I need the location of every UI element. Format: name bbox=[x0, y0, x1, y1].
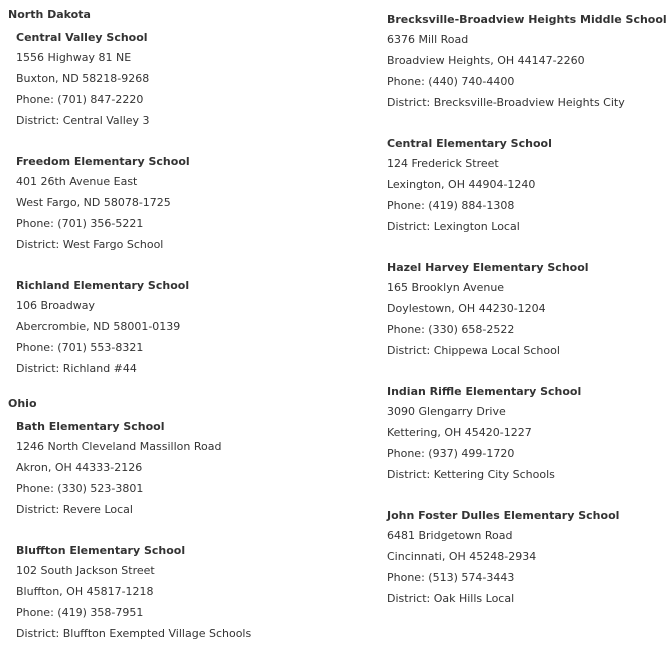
school-phone: Phone: (701) 356-5221 bbox=[16, 217, 144, 230]
school-district: District: Richland #44 bbox=[16, 362, 137, 375]
right-column bbox=[387, 0, 667, 606]
school-phone: Phone: (419) 358-7951 bbox=[16, 606, 144, 619]
school-entry-freedom bbox=[16, 154, 308, 252]
school-entry-central-valley bbox=[16, 30, 308, 128]
school-phone: Phone: (440) 740-4400 bbox=[387, 75, 515, 88]
school-district: District: Brecksville-Broadview Heights City bbox=[387, 96, 625, 109]
state-heading-north-dakota: North Dakota bbox=[8, 8, 91, 21]
school-name: Bluffton Elementary School bbox=[16, 544, 186, 557]
school-city: Cincinnati, OH 45248-2934 bbox=[387, 550, 537, 563]
school-entry-bluffton bbox=[16, 543, 308, 641]
school-district: District: Oak Hills Local bbox=[387, 592, 515, 605]
school-name: Central Elementary School bbox=[387, 137, 552, 150]
school-city: Lexington, OH 44904-1240 bbox=[387, 178, 536, 191]
school-phone: Phone: (937) 499-1720 bbox=[387, 447, 515, 460]
school-phone: Phone: (330) 523-3801 bbox=[16, 482, 144, 495]
state-heading-ohio: Ohio bbox=[8, 397, 37, 410]
school-district: District: Chippewa Local School bbox=[387, 344, 560, 357]
school-district: District: West Fargo School bbox=[16, 238, 164, 251]
school-district: District: Central Valley 3 bbox=[16, 114, 150, 127]
school-phone: Phone: (701) 847-2220 bbox=[16, 93, 144, 106]
school-city: Broadview Heights, OH 44147-2260 bbox=[387, 54, 585, 67]
school-entry-richland bbox=[16, 278, 308, 376]
school-entry-bath bbox=[16, 419, 308, 517]
left-column bbox=[8, 0, 308, 641]
school-name: Central Valley School bbox=[16, 31, 148, 44]
school-entry-john-foster-dulles bbox=[387, 508, 632, 606]
school-entry-indian-riffle bbox=[387, 384, 632, 482]
school-city: Akron, OH 44333-2126 bbox=[16, 461, 143, 474]
school-city: Abercrombie, ND 58001-0139 bbox=[16, 320, 181, 333]
school-street: 106 Broadway bbox=[16, 299, 96, 312]
school-name: Bath Elementary School bbox=[16, 420, 165, 433]
school-name: Indian Riffle Elementary School bbox=[387, 385, 582, 398]
school-entry-brecksville bbox=[387, 12, 667, 110]
school-street: 102 South Jackson Street bbox=[16, 564, 155, 577]
school-entry-central-elementary bbox=[387, 136, 632, 234]
school-street: 124 Frederick Street bbox=[387, 157, 499, 170]
school-street: 1246 North Cleveland Massillon Road bbox=[16, 440, 222, 453]
school-name: Richland Elementary School bbox=[16, 279, 190, 292]
school-street: 165 Brooklyn Avenue bbox=[387, 281, 505, 294]
school-city: Kettering, OH 45420-1227 bbox=[387, 426, 532, 439]
school-name: Brecksville-Broadview Heights Middle School bbox=[387, 13, 667, 26]
school-street: 6376 Mill Road bbox=[387, 33, 469, 46]
school-city: West Fargo, ND 58078-1725 bbox=[16, 196, 171, 209]
school-name: Hazel Harvey Elementary School bbox=[387, 261, 589, 274]
school-name: John Foster Dulles Elementary School bbox=[387, 509, 620, 522]
school-phone: Phone: (419) 884-1308 bbox=[387, 199, 515, 212]
school-phone: Phone: (513) 574-3443 bbox=[387, 571, 515, 584]
school-district: District: Lexington Local bbox=[387, 220, 520, 233]
school-district: District: Bluffton Exempted Village Schools bbox=[16, 627, 252, 640]
school-city: Bluffton, OH 45817-1218 bbox=[16, 585, 154, 598]
school-district: District: Kettering City Schools bbox=[387, 468, 555, 481]
school-district: District: Revere Local bbox=[16, 503, 133, 516]
school-city: Doylestown, OH 44230-1204 bbox=[387, 302, 546, 315]
school-street: 401 26th Avenue East bbox=[16, 175, 138, 188]
school-street: 1556 Highway 81 NE bbox=[16, 51, 132, 64]
school-street: 3090 Glengarry Drive bbox=[387, 405, 506, 418]
school-phone: Phone: (701) 553-8321 bbox=[16, 341, 144, 354]
school-entry-hazel-harvey bbox=[387, 260, 632, 358]
school-phone: Phone: (330) 658-2522 bbox=[387, 323, 515, 336]
school-name: Freedom Elementary School bbox=[16, 155, 190, 168]
school-city: Buxton, ND 58218-9268 bbox=[16, 72, 150, 85]
school-street: 6481 Bridgetown Road bbox=[387, 529, 513, 542]
